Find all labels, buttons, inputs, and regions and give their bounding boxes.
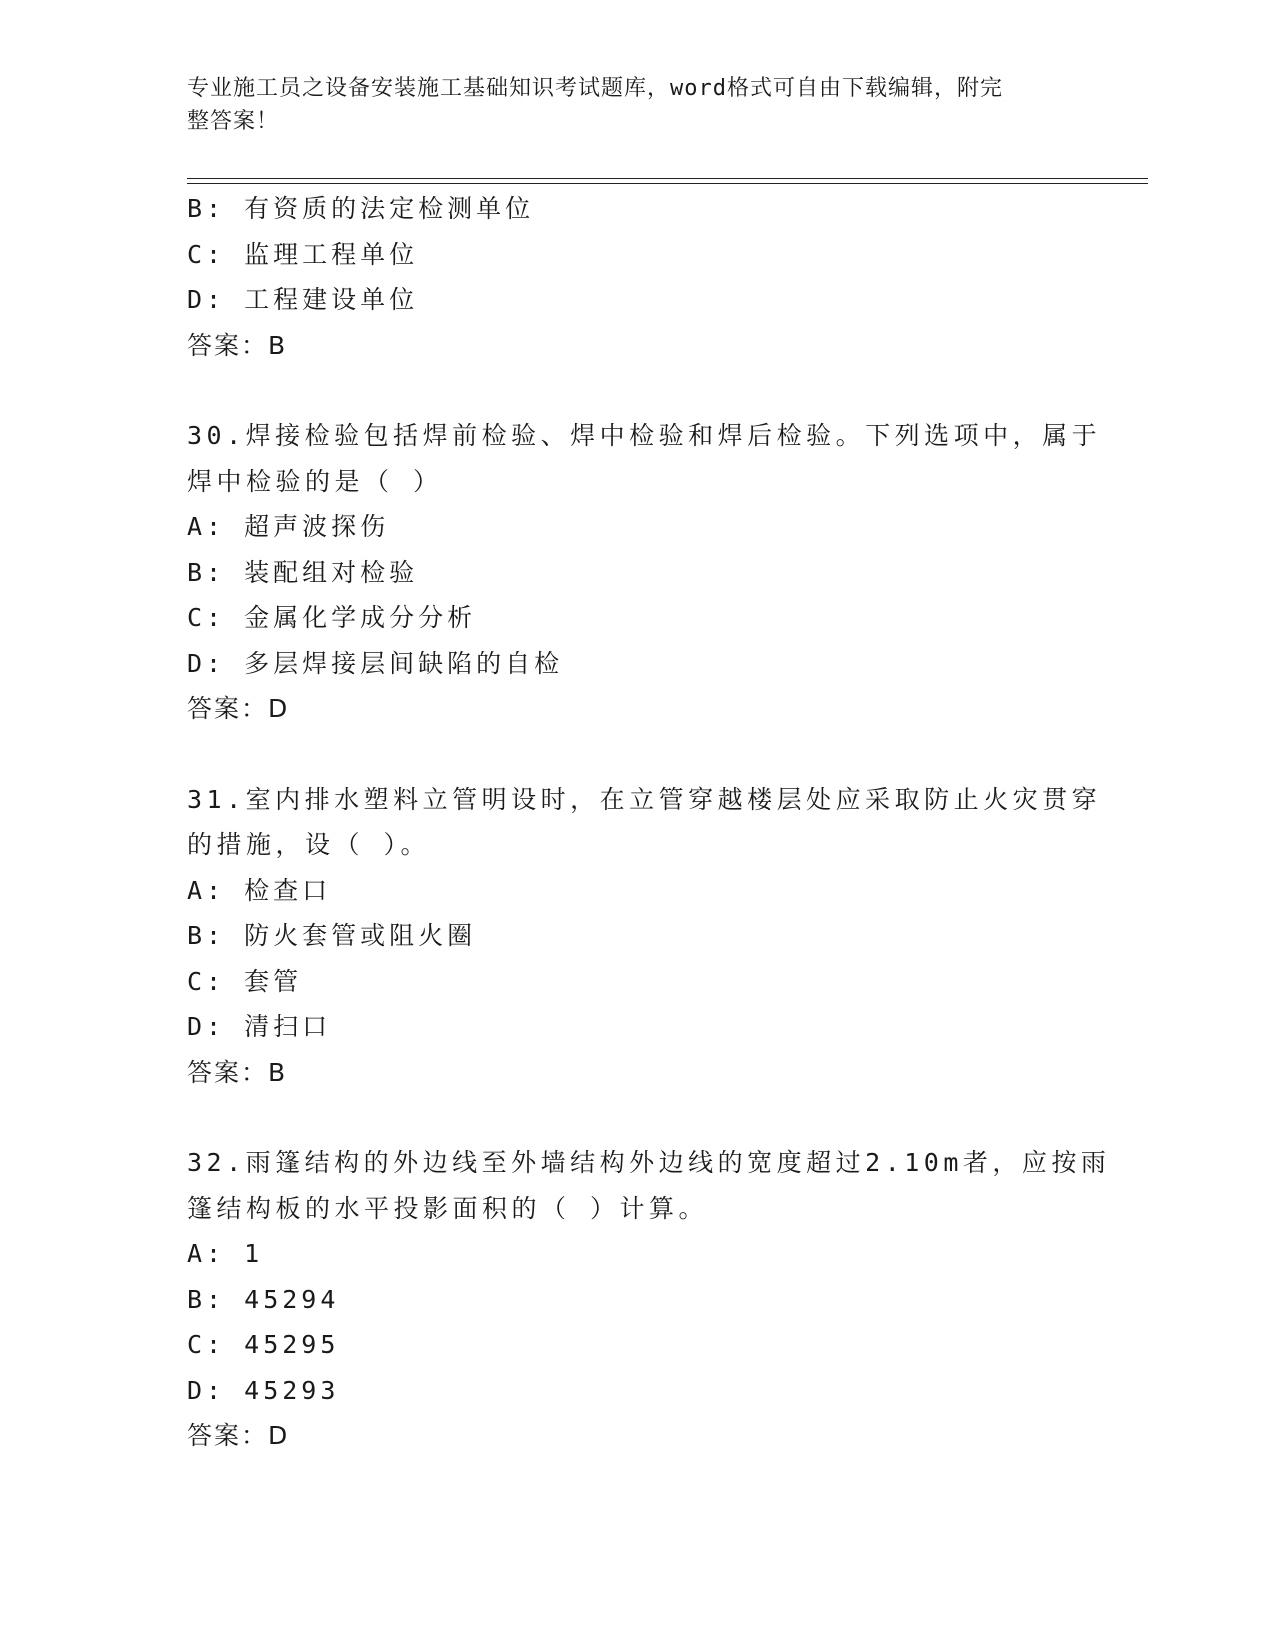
question-block-29 [187,186,1087,368]
header-line-1: 专业施工员之设备安装施工基础知识考试题库，word格式可自由下载编辑，附完 [187,76,1003,101]
answer: 答案：B [187,330,288,360]
option-c: C: 金属化学成分分析 [187,603,477,632]
header-line-2: 整答案！ [187,109,280,134]
document-header [187,72,1067,138]
option-c: C: 45295 [187,1330,340,1359]
answer: 答案：D [187,1421,290,1450]
spacer [187,1095,1087,1140]
option-d: D: 工程建设单位 [187,285,419,314]
option-b: B: 有资质的法定检测单位 [187,194,535,223]
option-b: B: 装配组对检验 [187,557,419,587]
header-divider-top [187,178,1148,179]
question-text [187,413,1102,504]
question-list [187,186,1111,1459]
header-divider-bottom [187,183,1148,184]
option-a: A: 超声波探伤 [187,512,390,541]
option-c: C: 套管 [187,966,303,996]
question-line: 30.焊接检验包括焊前检验、焊中检验和焊后检验。下列选项中，属于 [187,421,1102,450]
question-text [187,1140,1111,1231]
question-line: 篷结构板的水平投影面积的（ ）计算。 [187,1193,709,1223]
option-b: B: 防火套管或阻火圈 [187,921,477,950]
question-block-31 [187,777,1102,1096]
option-a: A: 检查口 [187,875,332,905]
option-d: D: 多层焊接层间缺陷的自检 [187,648,564,678]
option-b: B: 45294 [187,1284,340,1314]
question-line: 焊中检验的是（ ） [187,466,443,496]
option-c: C: 监理工程单位 [187,239,419,269]
answer: 答案：B [187,1057,288,1087]
spacer [187,368,1087,413]
question-text [187,777,1102,868]
answer: 答案：D [187,694,290,723]
option-a: A: 1 [187,1239,264,1268]
option-d: D: 清扫口 [187,1012,332,1041]
question-line: 31.室内排水塑料立管明设时，在立管穿越楼层处应采取防止火灾贯穿 [187,784,1102,814]
question-block-32 [187,1140,1111,1459]
question-block-30 [187,413,1102,732]
question-line: 的措施，设（ ）。 [187,830,431,859]
spacer [187,732,1087,777]
option-d: D: 45293 [187,1375,340,1405]
question-line: 32.雨篷结构的外边线至外墙结构外边线的宽度超过2.10m者，应按雨 [187,1148,1111,1177]
